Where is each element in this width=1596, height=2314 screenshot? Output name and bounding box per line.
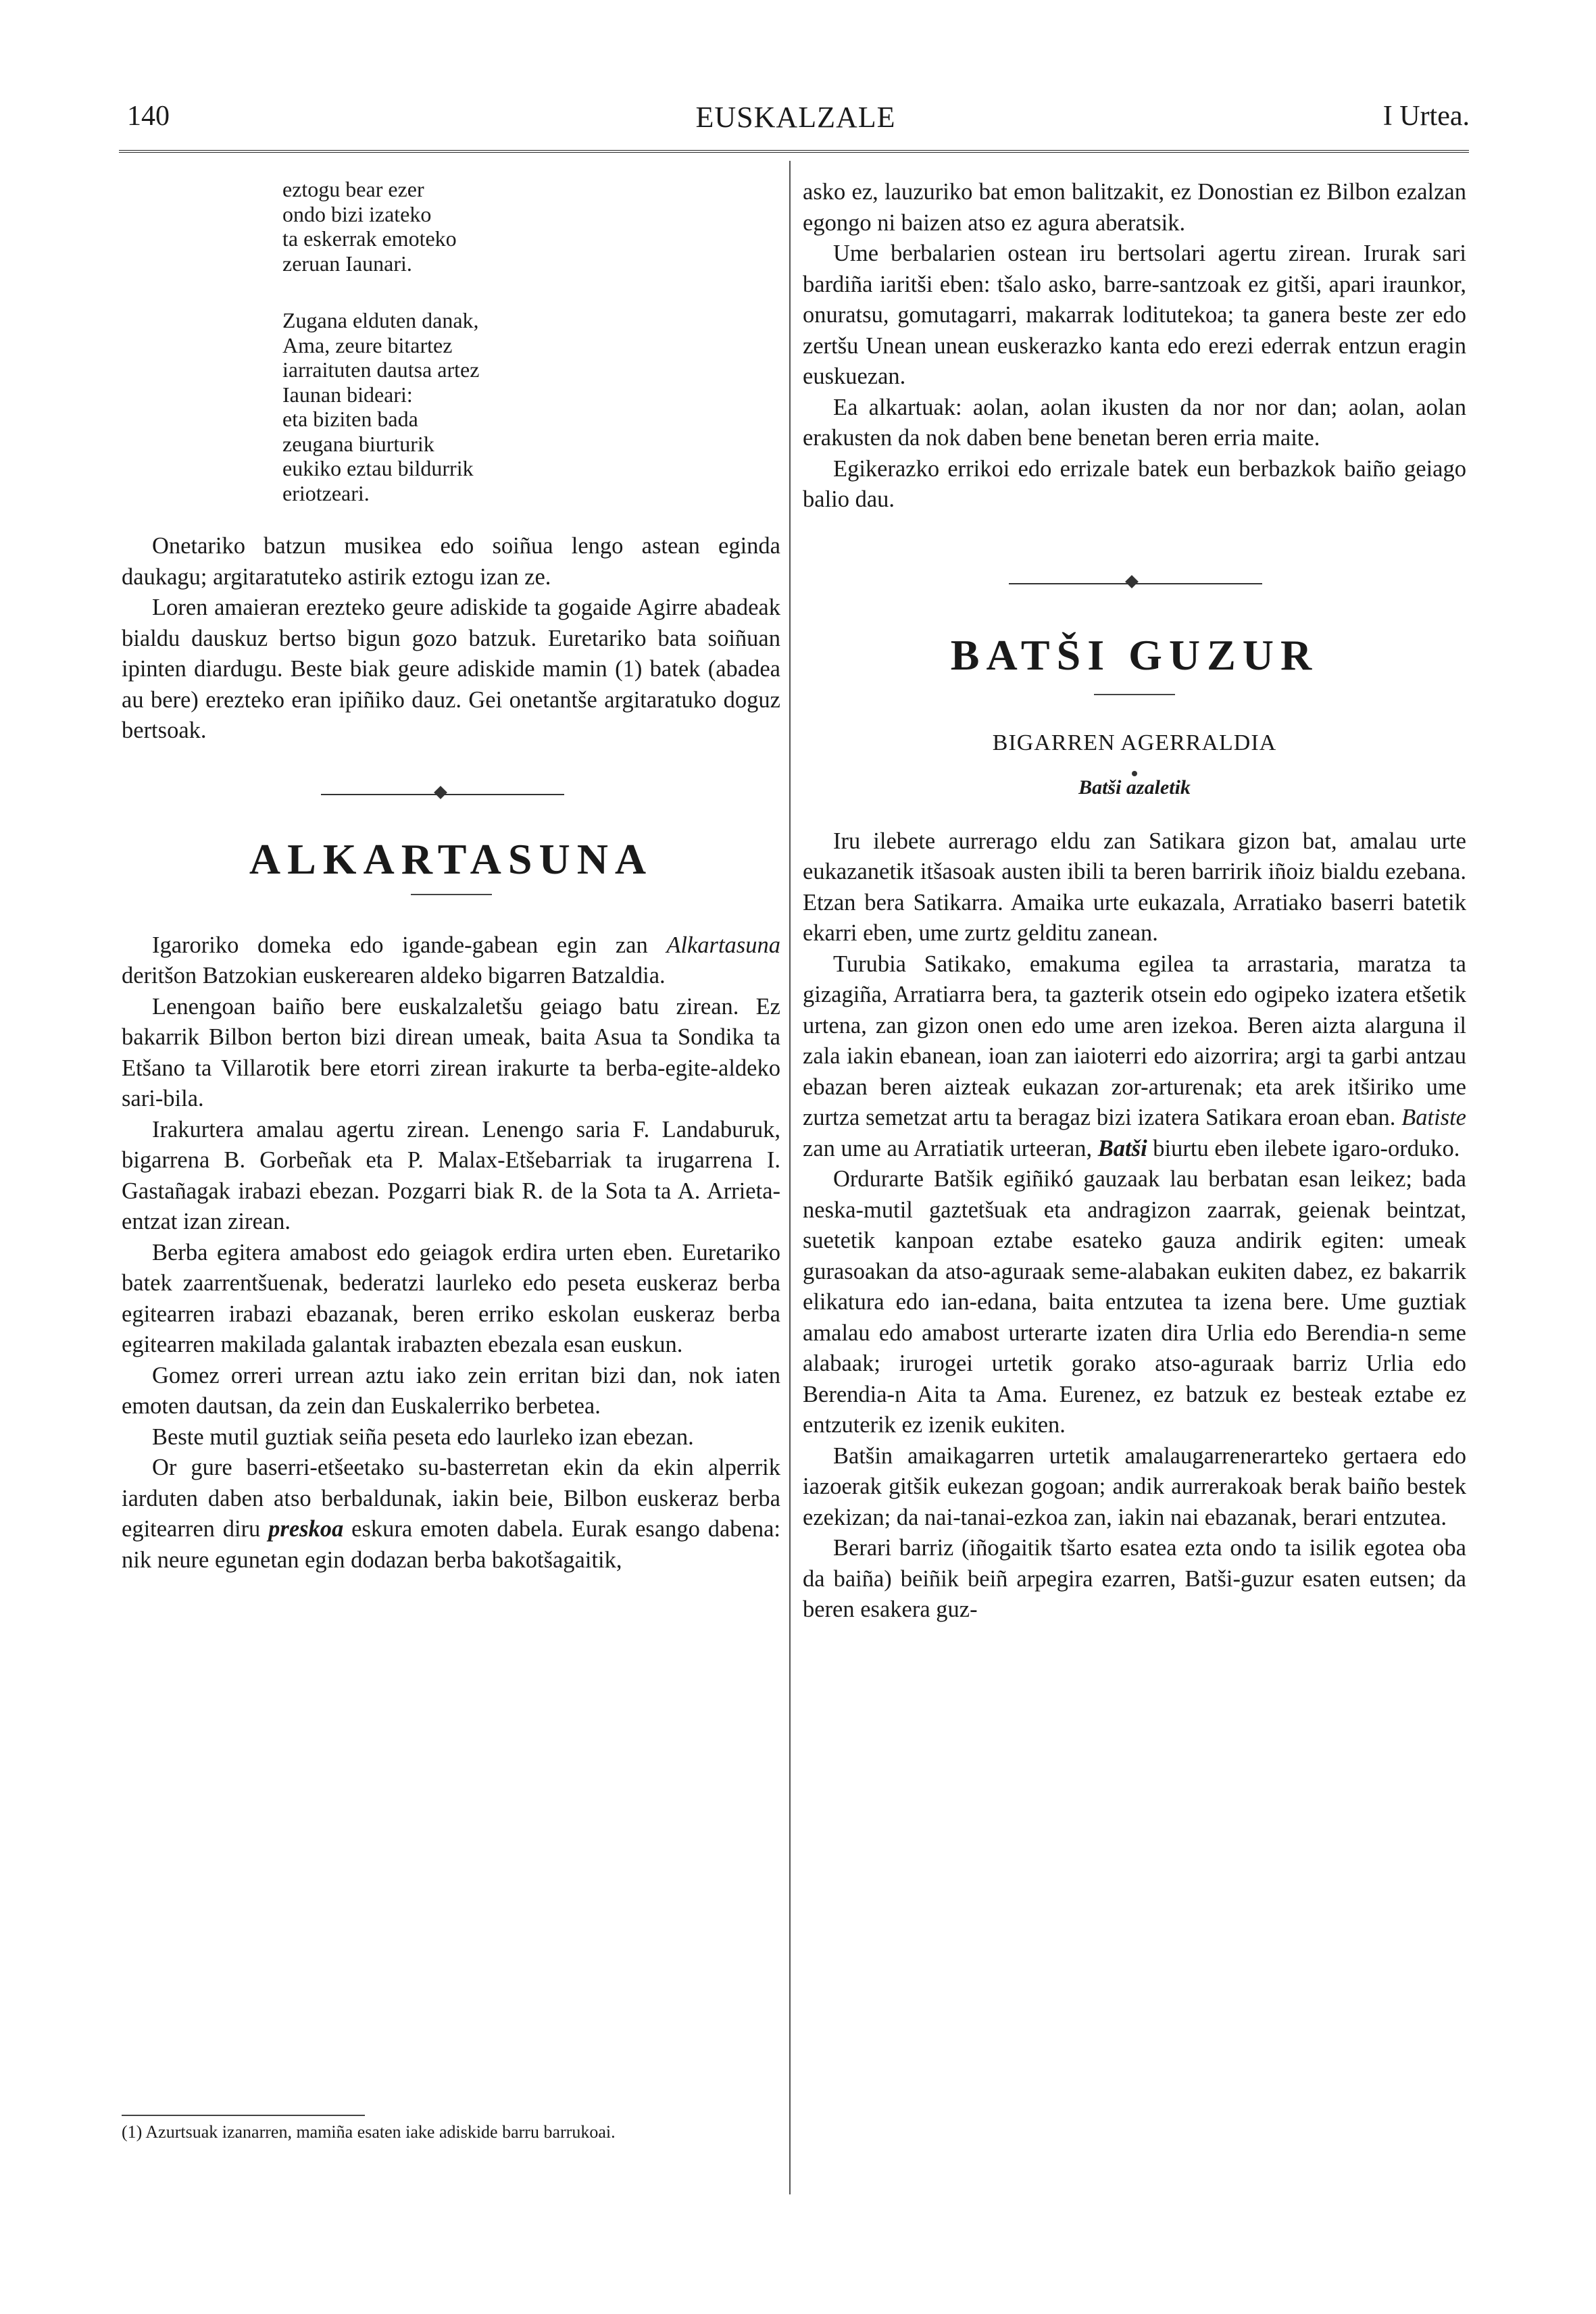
section-title-batsi-guzur: BATŠI GUZUR [950, 630, 1319, 679]
paragraph: Ume berbalarien ostean iru bertsolari agertu zirean. Irurak sari bardiña iaritši eben: tšalo asko, barre-santzoak ez gitši, apari iraunkor, onuratsu, gomutagarri, makarrak loditutekoa; ta ganera beste zer edo zertšu Unean unean euskerazko kanta edo erezi ederrak entzun eragin euskuezan. [803, 241, 1466, 389]
poem-stanza [282, 177, 780, 276]
subheading: BIGARREN AGERRALDIA [992, 730, 1277, 755]
ornament-divider [803, 563, 1466, 603]
poem-line: eukiko eztau bildurrik [282, 456, 474, 480]
left-column [122, 177, 780, 1576]
footnote-rule [122, 2115, 365, 2116]
volume-label: I Urtea. [1382, 101, 1470, 132]
paragraph: Batšin amaikagarren urtetik amalaugarrenerarteko gertaera edo iazoerak gitšik eukezan gogoan; andik aurrerakoak berak baiño bestek ezekizan; da nai-tanai-ezkoa zan, iakin nai ebazanak, berari entzutea. [803, 1442, 1466, 1530]
paragraph: Lenengoan baiño bere euskalzaletšu geiago batu zirean. Ez bakarrik Bilbon berton bizi direan umeak, baita Asua ta Sondika ta Etšano ta Villarotik bere etorri zirean irakurte ta berba-egite-aldeko sari-bila. [122, 993, 780, 1111]
poem-line: Iaunan bideari: [282, 382, 413, 407]
poem-stanza [282, 308, 780, 505]
paragraph: Berba egitera amabost edo geiagok erdira urten eben. Euretariko batek zaarrentšuenak, bederatzi laurleko edo peseta euskeraz berba egitearren irabazi ebazanak, beren erriko eskolan euskeraz berba egitearren makilada galantak irabazten ebezala esan euskun. [122, 1239, 780, 1357]
poem-line: ta eskerrak emoteko [282, 226, 457, 251]
poem-line: eriotzeari. [282, 480, 370, 505]
paragraph: Berari barriz (iñogaitik tšarto esatea ezta ondo ta isilik egotea oba da baiña) beiñik beiñ arpegira ezarren, Batši-guzur esaten eutsen; da beren esakera guz- [803, 1535, 1466, 1622]
paragraph: asko ez, lauzuriko bat emon balitzakit, ez Donostian ez Bilbon ezalzan egongo ni baizen atso ez agura aberatsik. [803, 179, 1466, 236]
poem-line: eta biziten bada [282, 407, 418, 431]
paragraph: Onetariko batzun musikea edo soiñua lengo astean eginda daukagu; argitaratuteko astirik eztogu izan ze. [122, 533, 780, 590]
ornament-divider [122, 774, 780, 814]
page-number: 140 [127, 101, 170, 132]
section-title-alkartasuna: ALKARTASUNA [249, 834, 653, 883]
paragraph: Igaroriko domeka edo igande-gabean egin zan Alkartasuna deritšon Batzokian euskerearen aldeko bigarren Batzaldia. [122, 932, 780, 988]
poem-line: zeugana biurturik [282, 431, 434, 456]
paragraph: Turubia Satikako, emakuma egilea ta arrastaria, maratza ta gizagiña, Arratiarra bera, ta gazterik otsein edo ogipeko izatera etšetik urtena, zan gizon onen edo ume aren izekoa. Beren aizta alarguna il zala iakin ebanean, ioan zan iaioterri edo aizorrira; argi ta garbi antzau ebazan beren aizteak eukazan zor-arturenak; eta arek itširiko ume zurtza semetzat artu ta beragaz bizi izatera Satikara eroan eban. Batiste zan ume au Arratiatik urteeran, Batši biurtu eben ilebete igaro-orduko. [803, 951, 1466, 1161]
paragraph: Ea alkartuak: aolan, aolan ikusten da nor nor dan; aolan, aolan erakusten da nok daben bene benetan beren erria maite. [803, 394, 1466, 451]
paragraph: Ordurarte Batšik egiñikó gauzaak lau berbatan esan leikez; bada neska-mutil gaztetšuak eta andragizon zaarrak, geienak beintzat, suetetik kanpoan eztabe esateko gauza andirik egiten: umeak gurasoakan da atso-aguraak seme-alabakan eukiten dabez, ez bakarrik elikatura edo ian-edana, baita entzutea ta izena bere. Ume guztiak amalau edo amabost urterarte izaten dira Urlia edo Berendia-n seme alabaak; irurogei urtetik gorako atso-aguraak barriz Urlia edo Berendia-n Aita ta Ama. Eurenez, ez batzuk ez besteak eztabe ez entzuterik ez izenik eukiten. [803, 1166, 1466, 1438]
ornament-dot [1132, 771, 1137, 776]
paragraph: Egikerazko errikoi edo errizale batek eun berbazkok baiño geiago balio dau. [803, 455, 1466, 512]
journal-title: EUSKALZALE [695, 101, 896, 134]
poem [282, 177, 780, 505]
poem-line: iarraituten dautsa artez [282, 357, 480, 382]
paragraph: Loren amaieran erezteko geure adiskide ta gogaide Agirre abadeak bialdu dauskuz bertso bigun gozo batzuk. Euretariko bata soiñuan ipinten diardugu. Beste biak geure adiskide mamin (1) batek (abadea au bere) erezteko eran ipiñiko dauz. Gei onetantše argitaratuko doguz bertsoak. [122, 595, 780, 743]
header-rule [119, 150, 1469, 153]
running-header [122, 95, 1470, 149]
paragraph: Beste mutil guztiak seiña peseta edo laurleko izan ebezan. [152, 1424, 694, 1450]
title-rule [1094, 694, 1175, 695]
poem-line: eztogu bear ezer [282, 177, 424, 201]
paragraph: Irakurtera amalau agertu zirean. Lenengo saria F. Landaburuk, bigarrena B. Gorbeñak eta P. Malax-Etšebarriak ta irugarrena I. Gastañagak irabazi ebezan. Pozgarri biak R. de la Sota ta A. Arrieta-entzat izan zirean. [122, 1116, 780, 1234]
title-rule [411, 894, 492, 895]
poem-line: ondo bizi izateko [282, 201, 432, 226]
subsection-title: Batši azaletik [1078, 776, 1191, 799]
column-divider [789, 161, 791, 2194]
poem-line: Zugana elduten danak, [282, 308, 479, 332]
paragraph: Or gure baserri-etšeetako su-basterretan ekin da ekin alperrik iarduten daben atso berbaldunak, iakin beie, Bilbon euskeraz berba egitearren diru preskoa eskura emoten dabela. Eurak esango dabena: nik neure egunetan egin dodazan berba bakotšagaitik, [122, 1455, 780, 1573]
right-column [803, 177, 1466, 1626]
paragraph: Iru ilebete aurrerago eldu zan Satikara gizon bat, amalau urte eukazanetik itšasoak austen ibili ta beren barririk iñoiz bialdu ezebana. Etzan bera Satikarra. Amaika urte eukazala, Arratiako baserri batetik ekarri eben, ume zurtz gelditu zanean. [803, 828, 1466, 946]
poem-line: zeruan Iaunari. [282, 251, 412, 276]
paragraph: Gomez orreri urrean aztu iako zein erritan bizi dan, nok iaten emoten dautsan, da zein dan Euskalerriko berbetea. [122, 1362, 780, 1419]
poem-line: Ama, zeure bitartez [282, 332, 453, 357]
footnote: (1) Azurtsuak izanarren, mamiña esaten iake adiskide barru barrukoai. [122, 2122, 616, 2142]
